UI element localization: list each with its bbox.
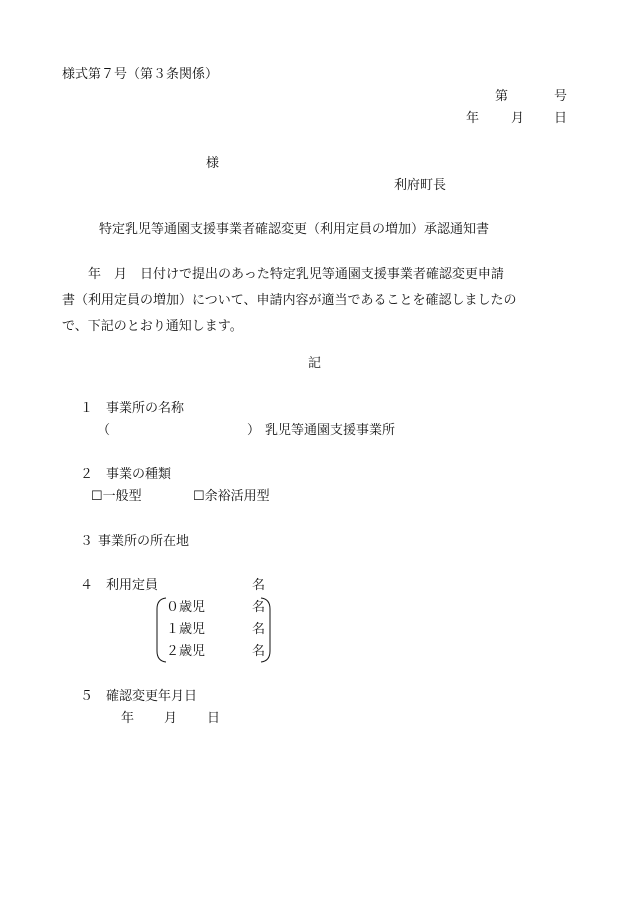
age1-unit: 名 [252,622,266,637]
item5-day: 日 [207,711,221,726]
item5-year: 年 [121,711,135,726]
item5-month: 月 [164,711,178,726]
document-title: 特定乳児等通園支援事業者確認変更（利用定員の増加）承認通知書 [99,222,490,237]
issue-date-day: 日 [554,111,568,126]
item1-paren-close: ） [247,423,261,438]
checkbox-general[interactable]: ☐一般型 [91,489,142,504]
item3-label: 事業所の所在地 [98,534,190,549]
body-line: で、下記のとおり通知します。 [62,319,243,334]
issue-date-month: 月 [511,111,525,126]
item1-paren-open: （ [97,423,111,438]
doc-number-dai: 第 [495,89,509,104]
body-line: 書（利用定員の増加）について、申請内容が適当であることを確認しましたの [62,293,517,308]
form-number: 様式第７号（第３条関係） [62,67,219,82]
item4-number: ４ [80,578,94,593]
body-line: 年 月 日付けで提出のあった特定乳児等通園支援事業者確認変更申請 [62,267,504,282]
item4-unit: 名 [252,578,266,593]
issuer: 利府町長 [394,178,447,193]
age0-label: ０歳児 [166,600,206,615]
item3-number: ３ [80,534,94,549]
item1-number: １ [80,401,94,416]
item5-label: 確認変更年月日 [106,689,198,704]
age2-label: ２歳児 [166,644,206,659]
age1-label: １歳児 [166,622,206,637]
item2-number: ２ [80,467,94,482]
issue-date-year: 年 [466,111,480,126]
body-paragraph [62,262,582,340]
doc-number-go: 号 [554,89,568,104]
ki-heading: 記 [308,356,322,371]
item5-number: ５ [80,689,94,704]
age2-unit: 名 [252,644,266,659]
item4-label: 利用定員 [106,578,159,593]
item1-label: 事業所の名称 [106,401,185,416]
item1-suffix: 乳児等通園支援事業所 [265,423,396,438]
checkbox-surplus[interactable]: ☐余裕活用型 [193,489,270,504]
age0-unit: 名 [252,600,266,615]
recipient-suffix: 様 [206,156,220,171]
item2-label: 事業の種類 [106,467,172,482]
